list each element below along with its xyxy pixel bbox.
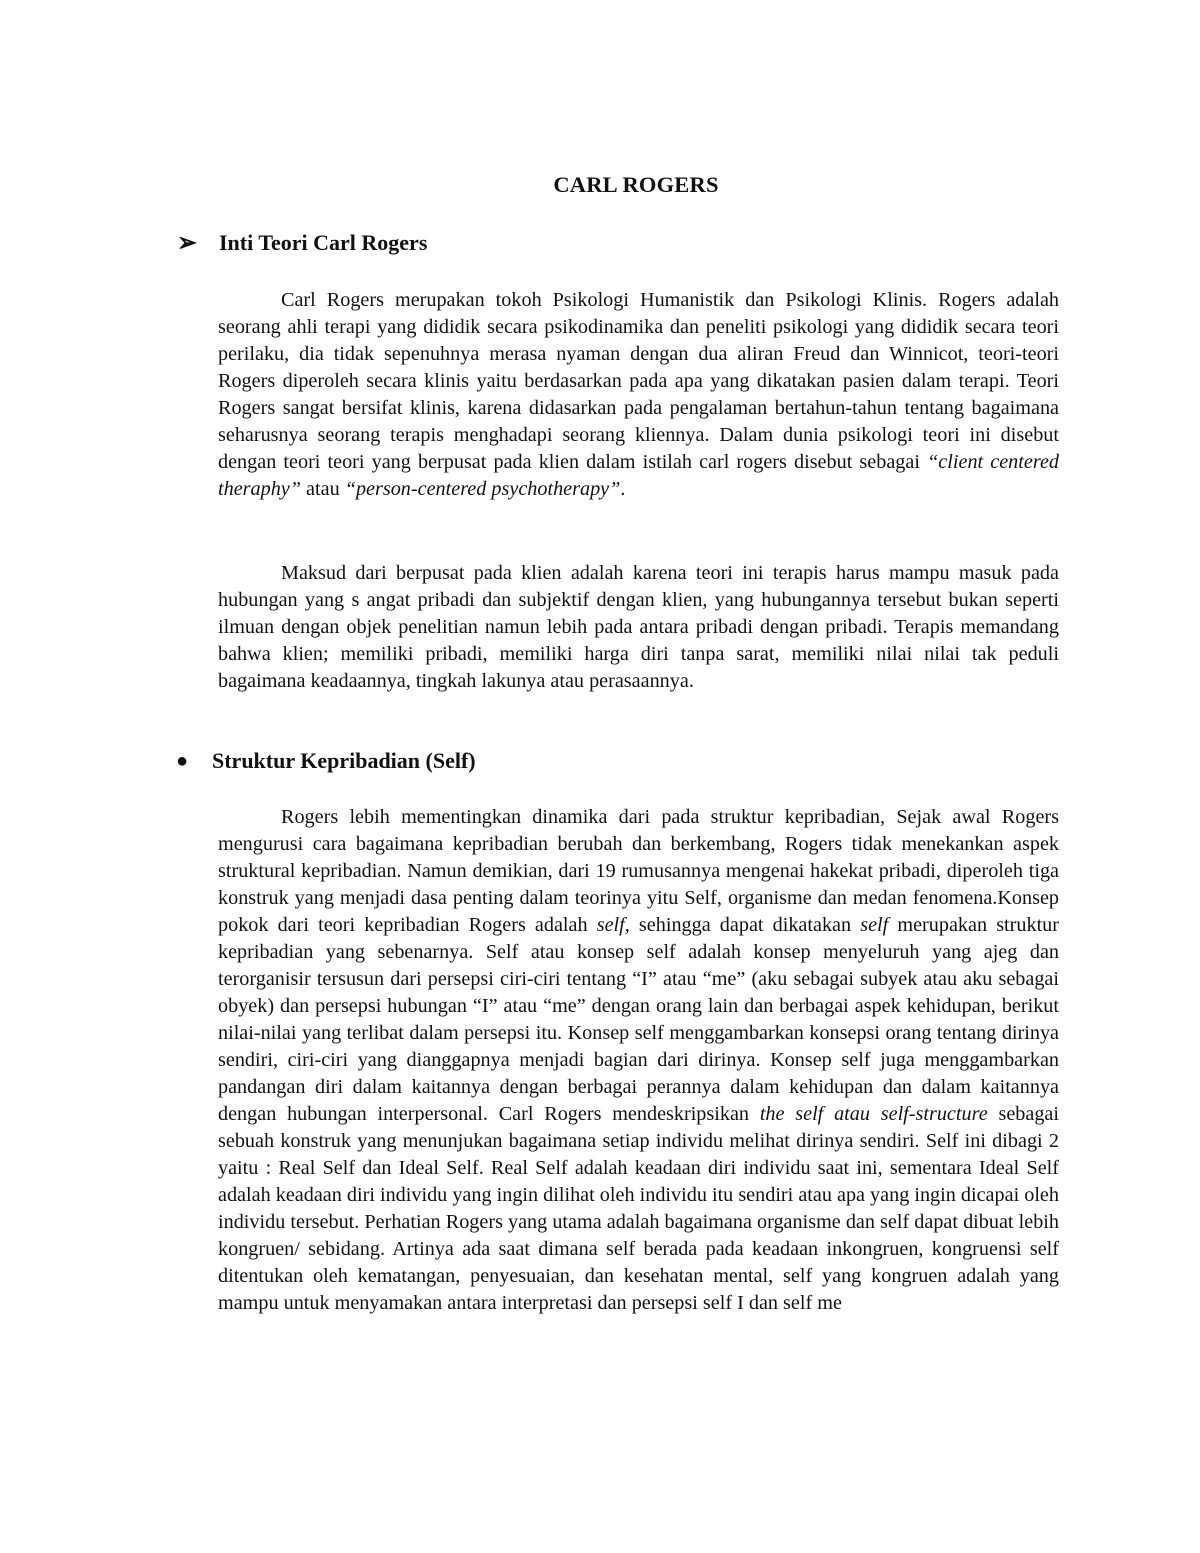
paragraph-text: sehingga dapat dikatakan: [629, 914, 861, 936]
section-heading-struktur: [176, 748, 476, 774]
italic-term: self,: [596, 914, 630, 936]
italic-term: “client centered theraphy”: [218, 451, 1060, 500]
section-heading-label: Struktur Kepribadian (Self): [212, 748, 476, 773]
italic-term: “person-centered psychotherapy”: [344, 478, 621, 500]
section-heading-label: Inti Teori Carl Rogers: [219, 230, 428, 255]
paragraph-text: .: [620, 478, 626, 500]
italic-term: the self atau self-structure: [759, 1103, 988, 1125]
italic-term: self: [860, 914, 889, 936]
paragraph-client-centered: Maksud dari berpusat pada klien adalah karena teori ini terapis harus mampu masuk pada hubungan yang s angat pribadi dan subjektif dengan klien, yang hubungannya tersebut bukan seperti ilmuan dengan objek penelitian namun lebih pada antara pribadi dengan pribadi. Terapis memandang bahwa klien; memiliki pribadi, memiliki harga diri tanpa sarat, memiliki nilai nilai tak peduli bagaimana keadaannya, tingkah lakunya atau perasaannya.: [218, 562, 1059, 692]
arrowhead-bullet-icon: ➢: [177, 228, 197, 257]
paragraph-text: atau: [301, 478, 345, 500]
section-heading-inti-teori: [175, 230, 427, 256]
paragraph-text: Carl Rogers merupakan tokoh Psikologi Humanistik dan Psikologi Klinis. Rogers adalah seorang ahli terapi yang dididik secara psikodinamika dan peneliti psikologi yang dididik secara teori perilaku, dia tidak sepenuhnya merasa nyaman dengan dua aliran Freud dan Winnicot, teori-teori Rogers diperoleh secara klinis yaitu berdasarkan pada apa yang dikatakan pasien dalam terapi. Teori Rogers sangat bersifat klinis, karena didasarkan pada pengalaman bertahun-tahun tentang bagaimana seharusnya seorang terapis menghadapi seorang kliennya. Dalam dunia psikologi teori ini disebut dengan teori teori yang berpusat pada klien dalam istilah carl rogers disebut sebagai: [218, 289, 1059, 473]
paragraph-text: merupakan struktur kepribadian yang sebenarnya. Self atau konsep self adalah konsep menyeluruh yang ajeg dan terorganisir tersusun dari persepsi ciri-ciri tentang “I” atau “me” (aku sebagai subyek atau aku sebagai obyek) dan persepsi hubungan “I” atau “me” dengan orang lain dan berbagai aspek kehidupan, berikut nilai-nilai yang terlibat dalam persepsi itu. Konsep self menggambarkan konsepsi orang tentang dirinya sendiri, ciri-ciri yang dianggapnya menjadi bagian dari dirinya. Konsep self juga menggambarkan pandangan diri dalam kaitannya dengan berbagai perannya dalam kehidupan dan dalam kaitannya dengan hubungan interpersonal. Carl Rogers mendeskripsikan: [218, 914, 1059, 1125]
paragraph-text: Rogers lebih mementingkan dinamika dari pada struktur kepribadian, Sejak awal Rogers mengurusi cara bagaimana kepribadian berubah dan berkembang, Rogers tidak menekankan aspek struktural kepribadian. Namun demikian, dari 19 rumusannya mengenai hakekat pribadi, diperoleh tiga konstruk yang menjadi dasa penting dalam teorinya yitu Self, organisme dan medan fenomena.Konsep pokok dari teori kepribadian Rogers adalah: [218, 806, 1059, 936]
paragraph-self-structure: [218, 804, 1059, 1317]
document-title: CARL ROGERS: [553, 172, 719, 197]
round-bullet-icon: ●: [176, 750, 189, 772]
paragraph-text: sebagai sebuah konstruk yang menunjukan bagaimana setiap individu melihat dirinya sendiri. Self ini dibagi 2 yaitu : Real Self dan Ideal Self. Real Self adalah keadaan diri individu saat ini, sementara Ideal Self adalah keadaan diri individu yang ingin dilihat oleh individu itu sendiri atau apa yang ingin dicapai oleh individu tersebut. Perhatian Rogers yang utama adalah bagaimana organisme dan self dapat dibuat lebih kongruen/ sebidang. Artinya ada saat dimana self berada pada keadaan inkongruen, kongruensi self ditentukan oleh kematangan, penyesuaian, dan kesehatan mental, self yang kongruen adalah yang mampu untuk menyamakan antara interpretasi dan persepsi self I dan self me: [218, 1103, 1059, 1314]
paragraph-intro: [218, 287, 1059, 503]
